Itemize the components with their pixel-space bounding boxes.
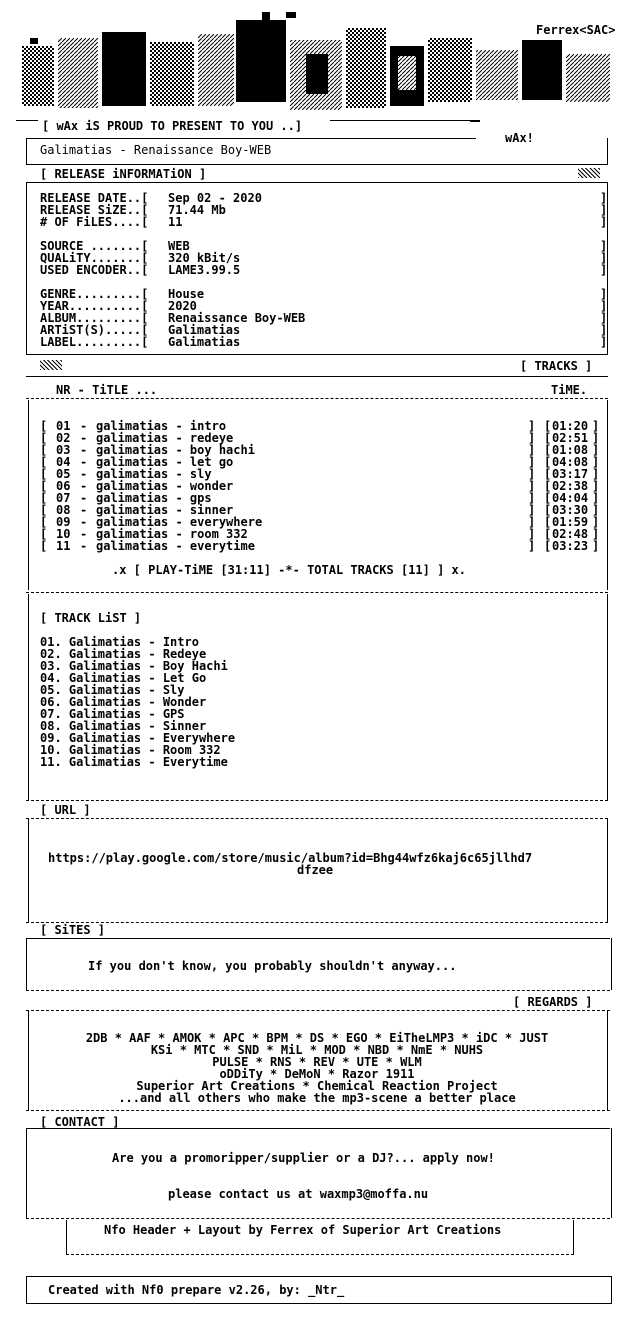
info-label: SOURCE .......[ [40,239,149,253]
track-dash: - [80,527,88,541]
info-value: 11 [168,215,183,229]
track-number: 09 [56,515,71,529]
info-bracket: ] [600,215,608,229]
track-close-bracket: ] [528,443,536,457]
track-title: galimatias - everywhere [96,515,263,529]
track-time-lbracket: [ [544,491,552,505]
sites-text: If you don't know, you probably shouldn't anyway... [88,959,457,973]
track-time-lbracket: [ [544,503,552,517]
track-time-lbracket: [ [544,419,552,433]
track-title: galimatias - gps [96,491,212,505]
track-time-lbracket: [ [544,455,552,469]
contact-line-apply: Are you a promoripper/supplier or a DJ?... apply now! [112,1151,495,1165]
info-value: Galimatias [168,335,241,349]
regards-line: KSi * MTC * SND * MiL * MOD * NBD * NmE * NUHS [150,1043,484,1057]
info-label: USED ENCODER..[ [40,263,149,277]
track-number: 02 [56,431,71,445]
track-close-bracket: ] [528,419,536,433]
album-url-cont[interactable]: dfzee [297,863,334,877]
track-time: 01:59 [552,515,589,529]
wax-logo-art [10,10,622,122]
album-url[interactable]: https://play.google.com/store/music/album?id=Bhg44wfz6kaj6c65jllhd7 [48,851,533,865]
track-list-item: 05. Galimatias - Sly [40,683,185,697]
info-value: Galimatias [168,323,241,337]
track-title: galimatias - sinner [96,503,234,517]
contact-heading: [ CONTACT ] [40,1115,120,1129]
shade-bar [40,360,62,370]
track-time: 03:17 [552,467,589,481]
track-title: galimatias - let go [96,455,234,469]
url-heading: [ URL ] [40,803,91,817]
track-number: 10 [56,527,71,541]
release-title: Galimatias - Renaissance Boy-WEB [40,143,272,157]
track-time: 02:51 [552,431,589,445]
release-info-heading: [ RELEASE iNFORMATiON ] [40,167,207,181]
regards-line: 2DB * AAF * AMOK * APC * BPM * DS * EGO * EiTheLMP3 * iDC * JUST [85,1031,549,1045]
track-list-item: 11. Galimatias - Everytime [40,755,228,769]
track-dash: - [80,491,88,505]
track-open-bracket: [ [40,503,48,517]
info-value: 71.44 Mb [168,203,226,217]
track-open-bracket: [ [40,479,48,493]
track-open-bracket: [ [40,467,48,481]
info-bracket: ] [600,311,608,325]
info-bracket: ] [600,299,608,313]
track-time-lbracket: [ [544,467,552,481]
nfo-header-art [10,10,622,122]
wax-tag: wAx! [505,131,534,145]
track-time-lbracket: [ [544,479,552,493]
track-time: 02:48 [552,527,589,541]
col-time-header: TiME. [551,383,588,397]
shade-bar [578,168,600,178]
track-dash: - [80,467,88,481]
track-title: galimatias - redeye [96,431,234,445]
track-list-item: 10. Galimatias - Room 332 [40,743,221,757]
track-number: 08 [56,503,71,517]
info-bracket: ] [600,287,608,301]
track-time-lbracket: [ [544,431,552,445]
regards-line: Superior Art Creations * Chemical Reaction Project [136,1079,498,1093]
layout-credit: Nfo Header + Layout by Ferrex of Superior Art Creations [104,1223,502,1237]
regards-line: PULSE * RNS * REV * UTE * WLM [212,1055,422,1069]
track-open-bracket: [ [40,491,48,505]
info-value: Renaissance Boy-WEB [168,311,306,325]
track-number: 01 [56,419,71,433]
info-label: ALBUM.........[ [40,311,149,325]
track-time-rbracket: ] [592,503,600,517]
track-number: 04 [56,455,71,469]
track-title: galimatias - boy hachi [96,443,255,457]
track-open-bracket: [ [40,431,48,445]
info-value: LAME3.99.5 [168,263,241,277]
track-list-item: 08. Galimatias - Sinner [40,719,207,733]
contact-box [26,1128,612,1218]
track-title: galimatias - wonder [96,479,234,493]
track-dash: - [80,515,88,529]
track-dash: - [80,443,88,457]
track-dash: - [80,455,88,469]
track-dash: - [80,539,88,553]
info-value: Sep 02 - 2020 [168,191,262,205]
track-number: 11 [56,539,71,553]
play-time-total: .x [ PLAY-TiME [31:11] -*- TOTAL TRACKS [11] ] x. [112,563,467,577]
track-time-rbracket: ] [592,527,600,541]
ferrex-signature: Ferrex<SAC> [536,23,616,37]
info-bracket: ] [600,263,608,277]
track-close-bracket: ] [528,491,536,505]
track-time-rbracket: ] [592,443,600,457]
track-open-bracket: [ [40,515,48,529]
info-bracket: ] [600,203,608,217]
info-label: GENRE.........[ [40,287,149,301]
track-time-rbracket: ] [592,491,600,505]
info-label: LABEL.........[ [40,335,149,349]
track-dash: - [80,431,88,445]
footer-created-with: Created with Nf0 prepare v2.26, by: _Ntr_ [48,1283,345,1297]
info-label: ARTiST(S).....[ [40,323,149,337]
info-value: WEB [168,239,190,253]
track-title: galimatias - intro [96,419,227,433]
regards-heading: [ REGARDS ] [513,995,593,1009]
track-close-bracket: ] [528,467,536,481]
track-close-bracket: ] [528,455,536,469]
track-close-bracket: ] [528,527,536,541]
track-list-item: 02. Galimatias - Redeye [40,647,207,661]
track-time-rbracket: ] [592,419,600,433]
regards-line: ...and all others who make the mp3-scene a better place [118,1091,516,1105]
track-time-rbracket: ] [592,539,600,553]
track-time: 03:23 [552,539,589,553]
track-number: 07 [56,491,71,505]
regards-line: oDDiTy * DeMoN * Razor 1911 [219,1067,415,1081]
info-bracket: ] [600,251,608,265]
track-time: 01:08 [552,443,589,457]
track-time-lbracket: [ [544,515,552,529]
track-time: 04:04 [552,491,589,505]
info-label: # OF FiLES....[ [40,215,149,229]
track-time-lbracket: [ [544,527,552,541]
track-dash: - [80,503,88,517]
track-time-lbracket: [ [544,539,552,553]
track-close-bracket: ] [528,431,536,445]
track-time-rbracket: ] [592,467,600,481]
track-list-item: 03. Galimatias - Boy Hachi [40,659,228,673]
track-open-bracket: [ [40,455,48,469]
track-time-lbracket: [ [544,443,552,457]
track-list-item: 09. Galimatias - Everywhere [40,731,236,745]
track-open-bracket: [ [40,419,48,433]
contact-email[interactable]: please contact us at waxmp3@moffa.nu [168,1187,429,1201]
track-list-item: 04. Galimatias - Let Go [40,671,207,685]
proud-to-present: [ wAx iS PROUD TO PRESENT TO YOU ..] [42,119,303,133]
track-time: 03:30 [552,503,589,517]
track-title: galimatias - everytime [96,539,255,553]
track-list-item: 07. Galimatias - GPS [40,707,185,721]
track-dash: - [80,479,88,493]
info-label: QUALiTY.......[ [40,251,149,265]
info-label: RELEASE DATE..[ [40,191,149,205]
track-close-bracket: ] [528,539,536,553]
track-time-rbracket: ] [592,479,600,493]
track-time-rbracket: ] [592,455,600,469]
info-bracket: ] [600,335,608,349]
info-label: RELEASE SiZE..[ [40,203,149,217]
track-time-rbracket: ] [592,515,600,529]
track-open-bracket: [ [40,539,48,553]
track-number: 03 [56,443,71,457]
track-number: 06 [56,479,71,493]
track-time-rbracket: ] [592,431,600,445]
track-title: galimatias - sly [96,467,212,481]
track-list-heading: [ TRACK LiST ] [40,611,142,625]
track-title: galimatias - room 332 [96,527,248,541]
info-bracket: ] [600,191,608,205]
track-close-bracket: ] [528,515,536,529]
info-value: 2020 [168,299,197,313]
track-time: 01:20 [552,419,589,433]
track-list-item: 06. Galimatias - Wonder [40,695,207,709]
track-close-bracket: ] [528,479,536,493]
col-title-header: NR - TiTLE ... [56,383,158,397]
info-label: YEAR..........[ [40,299,149,313]
track-time: 02:38 [552,479,589,493]
track-close-bracket: ] [528,503,536,517]
info-value: House [168,287,205,301]
track-open-bracket: [ [40,443,48,457]
tracks-heading: [ TRACKS ] [520,359,593,373]
track-time: 04:08 [552,455,589,469]
sites-heading: [ SiTES ] [40,923,106,937]
info-value: 320 kBit/s [168,251,241,265]
track-number: 05 [56,467,71,481]
info-bracket: ] [600,323,608,337]
info-bracket: ] [600,239,608,253]
track-open-bracket: [ [40,527,48,541]
track-dash: - [80,419,88,433]
track-list-item: 01. Galimatias - Intro [40,635,199,649]
